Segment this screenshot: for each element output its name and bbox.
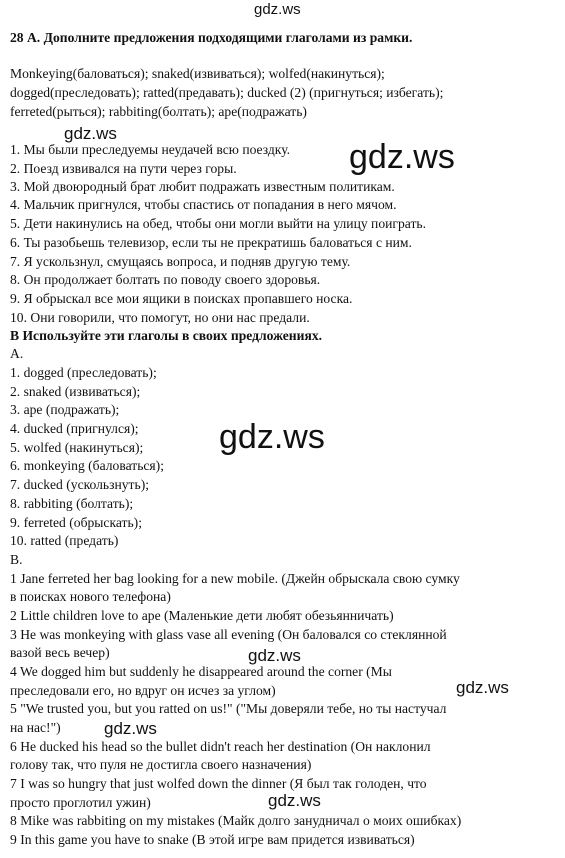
watermark: gdz.ws [64, 124, 117, 143]
word-box-line: ferreted(рыться); rabbiting(болтать); ape(подражать) [10, 104, 307, 119]
part-b-line: 1 Jane ferreted her bag looking for a new mobile. (Джейн обрыскала свою сумку [10, 571, 460, 586]
watermark: gdz.ws [268, 791, 321, 810]
part-b-line: 7 I was so hungry that just wolfed down the dinner (Я был так голоден, что [10, 776, 427, 791]
part-a-label: A. [10, 346, 24, 361]
part-b-line: 9 In this game you have to snake (В этой игре вам придется извиваться) [10, 832, 415, 847]
part-b-line: в поисках нового телефона) [10, 589, 171, 604]
sentence: 8. Он продолжает болтать по поводу своего здоровья. [10, 272, 321, 287]
watermark: gdz.ws [248, 646, 301, 665]
part-b-line: просто проглотил ужин) [10, 795, 151, 810]
word-box-line: dogged(преследовать); ratted(предавать); ducked (2) (пригнуться; избегать); [10, 85, 444, 100]
part-a-item: 1. dogged (преследовать); [10, 365, 157, 380]
part-b-line: 3 He was monkeying with glass vase all evening (Он баловался со стеклянной [10, 627, 447, 642]
part-a-item: 5. wolfed (накинуться); [10, 440, 144, 455]
part-b-line: 4 We dogged him but suddenly he disappeared around the corner (Мы [10, 664, 392, 679]
part-a-item: 6. monkeying (баловаться); [10, 458, 164, 473]
part-a-item: 7. ducked (ускользнуть); [10, 477, 150, 492]
watermark: gdz.ws [456, 678, 509, 697]
sentence: 9. Я обрыскал все мои ящики в поисках пропавшего носка. [10, 291, 353, 306]
part-b-line: голову так, что пуля не достигла своего назначения) [10, 757, 312, 772]
sentence: 1. Мы были преследуемы неудачей всю поездку. [10, 142, 291, 157]
part-a-item: 9. ferreted (обрыскать); [10, 515, 142, 530]
part-a-item: 3. ape (подражать); [10, 402, 120, 417]
part-a-item: 8. rabbiting (болтать); [10, 496, 134, 511]
part-b-line: преследовали его, но вдруг он исчез за углом) [10, 683, 276, 698]
sentence: 4. Мальчик пригнулся, чтобы спастись от попадания в него мячом. [10, 197, 397, 212]
part-b-label: B. [10, 552, 23, 567]
part-a-item: 4. ducked (пригнулся); [10, 421, 139, 436]
part-b-line: на нас!") [10, 720, 61, 735]
sentence: 7. Я ускользнул, смущаясь вопроса, и подняв другую тему. [10, 254, 351, 269]
part-b-line: 5 "We trusted you, but you ratted on us!" ("Мы доверяли тебе, но ты настучал [10, 701, 447, 716]
exercise-heading: 28 А. Дополните предложения подходящими глаголами из рамки. [10, 30, 413, 45]
watermark-top: gdz.ws [254, 1, 301, 18]
sentence: 6. Ты разобьешь телевизор, если ты не прекратишь баловаться с ним. [10, 235, 412, 250]
section-b-heading: В Используйте эти глаголы в своих предложениях. [10, 328, 323, 343]
word-box-line: Monkeying(баловаться); snaked(извиваться); wolfed(накинуться); [10, 66, 385, 81]
watermark: gdz.ws [104, 719, 157, 738]
part-a-item: 10. ratted (предать) [10, 533, 119, 548]
sentence: 3. Мой двоюродный брат любит подражать известным политикам. [10, 179, 395, 194]
sentence: 5. Дети накинулись на обед, чтобы они могли выйти на улицу поиграть. [10, 216, 426, 231]
part-b-line: 6 He ducked his head so the bullet didn't reach her destination (Он наклонил [10, 739, 431, 754]
watermark: gdz.ws [349, 138, 455, 176]
sentence: 2. Поезд извивался на пути через горы. [10, 161, 237, 176]
part-a-item: 2. snaked (извиваться); [10, 384, 141, 399]
sentence: 10. Они говорили, что помогут, но они нас предали. [10, 310, 310, 325]
part-b-line: 2 Little children love to ape (Маленькие дети любят обезьянничать) [10, 608, 394, 623]
part-b-line: 8 Mike was rabbiting on my mistakes (Майк долго занудничал о моих ошибках) [10, 813, 462, 828]
watermark: gdz.ws [219, 418, 325, 456]
part-b-line: вазой весь вечер) [10, 645, 110, 660]
